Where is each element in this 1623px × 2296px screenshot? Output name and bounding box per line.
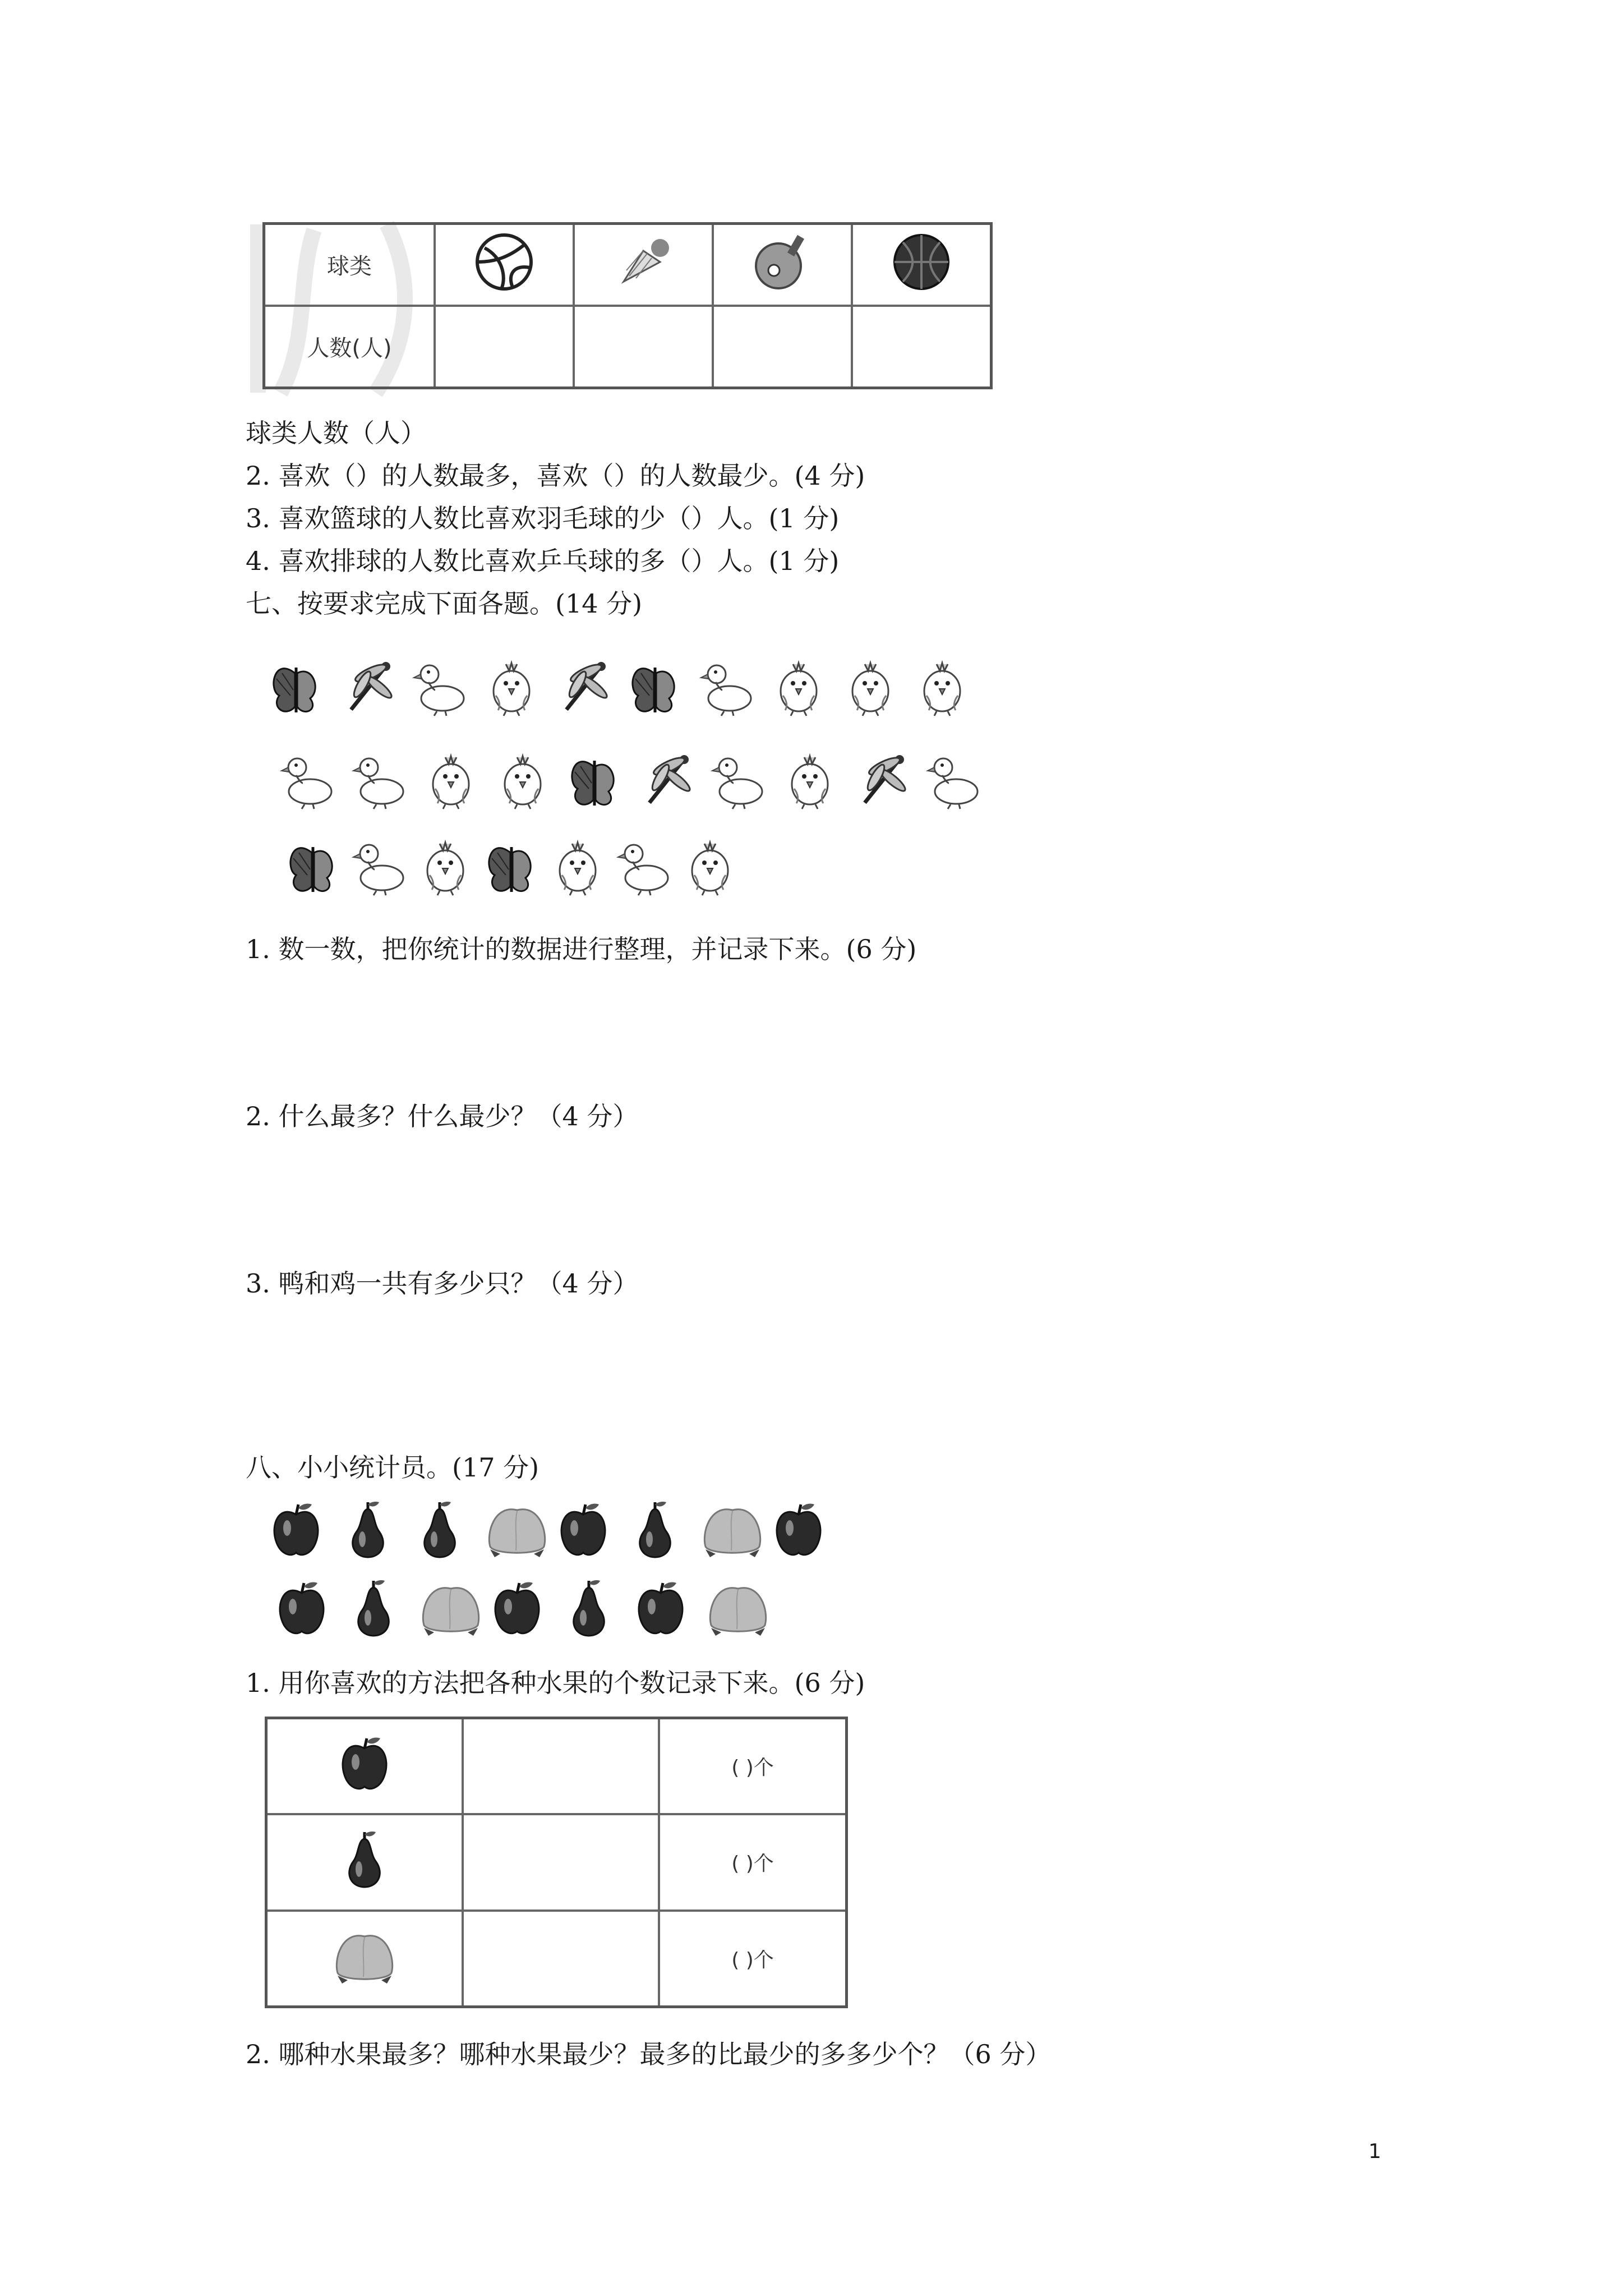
question-3: 3. 喜欢篮球的人数比喜欢羽毛球的少（）人。(1 分) (246, 503, 840, 533)
duck-icon (412, 656, 468, 720)
pear-icon-cell (266, 1814, 463, 1910)
section-7-question-2: 2. 什么最多？什么最少？（4 分） (246, 1101, 639, 1131)
section-8-question-1: 1. 用你喜欢的方法把各种水果的个数记录下来。(6 分) (246, 1668, 865, 1698)
peach-icon (417, 1577, 485, 1641)
basketball-icon (891, 231, 952, 293)
pear-icon (412, 1499, 468, 1563)
volleyball-icon (473, 231, 535, 293)
apple-icon (555, 1499, 611, 1563)
pear-icon (627, 1499, 683, 1563)
section-7-question-3: 3. 鸭和鸡一共有多少只？（4 分） (246, 1268, 639, 1299)
apple-icon (771, 1499, 827, 1563)
apple-icon (489, 1577, 545, 1641)
apple-icon (274, 1577, 330, 1641)
ball-count-table (262, 222, 993, 389)
apple-count-cell[interactable]: ( )个 (659, 1718, 847, 1815)
apple-icon (268, 1499, 324, 1563)
dragonfly-icon (854, 749, 910, 813)
butterfly-icon (566, 749, 623, 813)
section-7-question-1: 1. 数一数，把你统计的数据进行整理，并记录下来。(6 分) (246, 934, 917, 964)
chicken-icon (782, 749, 838, 813)
question-2: 2. 喜欢（）的人数最多，喜欢（）的人数最少。(4 分) (246, 461, 865, 491)
ping-pong-paddle-icon (751, 231, 813, 293)
count-label-cell: 人数(人) (264, 306, 435, 388)
dragonfly-icon (555, 656, 611, 720)
butterfly-icon (268, 656, 324, 720)
pear-tally-cell[interactable] (463, 1814, 659, 1910)
apple-tally-cell[interactable] (463, 1718, 659, 1815)
shuttlecock-icon (612, 231, 674, 293)
peach-icon (483, 1499, 551, 1563)
butterfly-icon (285, 836, 341, 900)
page-number: 1 (1368, 2140, 1381, 2163)
volleyball-count-cell[interactable] (435, 306, 574, 388)
pingpong-count-cell[interactable] (713, 306, 852, 388)
pear-icon (336, 1872, 393, 1895)
apple-icon-cell (266, 1718, 463, 1815)
pear-icon (340, 1499, 396, 1563)
ball-type-header: 球类 (264, 224, 435, 306)
basketball-cell (852, 224, 992, 306)
apple-icon (633, 1577, 689, 1641)
volleyball-cell (435, 224, 574, 306)
section-8-title: 八、小小统计员。(17 分) (246, 1452, 540, 1483)
duck-icon (925, 749, 981, 813)
pear-count-cell[interactable]: ( )个 (659, 1814, 847, 1910)
pingpong-cell (713, 224, 852, 306)
fruit-record-table (265, 1717, 848, 2008)
peach-icon-cell (266, 1911, 463, 2007)
basketball-count-cell[interactable] (852, 306, 992, 388)
chicken-icon (682, 836, 738, 900)
duck-icon (351, 836, 407, 900)
peach-icon (699, 1499, 766, 1563)
apple-icon (336, 1777, 393, 1800)
pear-icon (561, 1577, 617, 1641)
badminton-cell (574, 224, 713, 306)
peach-tally-cell[interactable] (463, 1911, 659, 2007)
dragonfly-icon (638, 749, 694, 813)
peach-count-cell[interactable]: ( )个 (659, 1911, 847, 2007)
chicken-icon (483, 656, 540, 720)
duck-icon (710, 749, 766, 813)
pear-icon (345, 1577, 402, 1641)
question-4: 4. 喜欢排球的人数比喜欢乒乓球的多（）人。(1 分) (246, 546, 840, 576)
chicken-icon (914, 656, 970, 720)
butterfly-icon (627, 656, 683, 720)
chicken-icon (423, 749, 479, 813)
chicken-icon (842, 656, 898, 720)
chicken-icon (495, 749, 551, 813)
chicken-icon (550, 836, 606, 900)
butterfly-icon (483, 836, 540, 900)
chicken-icon (771, 656, 827, 720)
duck-icon (351, 749, 407, 813)
badminton-count-cell[interactable] (574, 306, 713, 388)
peach-icon (704, 1577, 772, 1641)
dragonfly-icon (340, 656, 396, 720)
ball-table-caption: 球类人数（人） (246, 418, 426, 448)
duck-icon (616, 836, 672, 900)
chicken-icon (417, 836, 473, 900)
peach-icon (331, 1969, 398, 1992)
section-7-title: 七、按要求完成下面各题。(14 分) (246, 588, 643, 619)
section-8-question-2: 2. 哪种水果最多？哪种水果最少？最多的比最少的多多少个？（6 分） (246, 2039, 1052, 2069)
duck-icon (279, 749, 335, 813)
duck-icon (699, 656, 755, 720)
